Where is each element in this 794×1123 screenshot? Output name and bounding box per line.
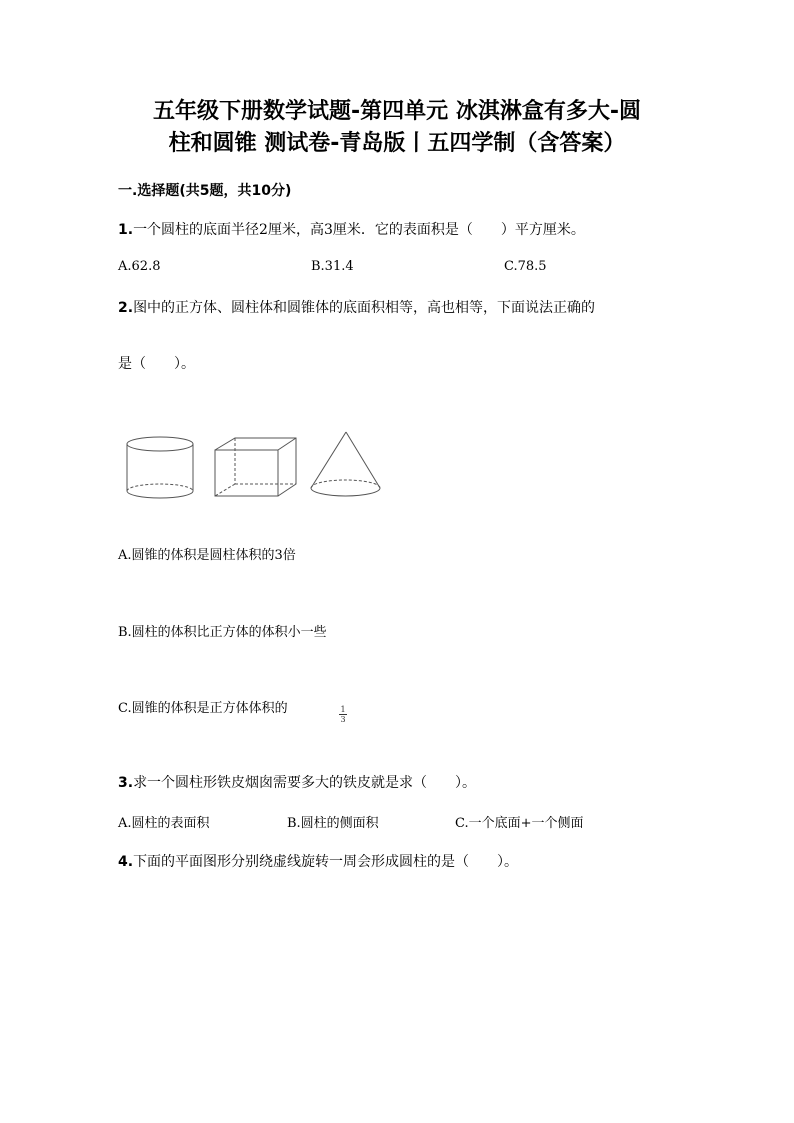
q1-option-a: A.62.8 xyxy=(118,259,161,274)
question-2 xyxy=(118,297,595,317)
question-text: 下面的平面图形分别绕虚线旋转一周会形成圆柱的是（ ）。 xyxy=(133,854,519,870)
cube-figure xyxy=(215,438,296,496)
cone-figure xyxy=(311,432,380,496)
question-1 xyxy=(118,219,585,239)
question-4 xyxy=(118,851,518,871)
q1-option-c: C.78.5 xyxy=(504,259,547,274)
q3-option-c: C.一个底面+一个侧面 xyxy=(455,816,584,831)
question-number: 3. xyxy=(118,775,134,791)
question-text-line-1: 图中的正方体、圆柱体和圆锥体的底面积相等，高也相等，下面说法正确的 xyxy=(133,300,596,316)
q1-option-b: B.31.4 xyxy=(311,259,354,274)
q2-option-a: A.圆锥的体积是圆柱体积的3倍 xyxy=(118,548,296,563)
title-line-1: 五年级下册数学试题-第四单元 冰淇淋盒有多大-圆 xyxy=(153,99,641,124)
question-2-line-2: 是（ ）。 xyxy=(118,356,195,372)
fraction-denominator: 3 xyxy=(340,715,346,724)
q3-option-b: B.圆柱的侧面积 xyxy=(287,816,379,831)
question-number: 4. xyxy=(118,854,134,870)
q2-option-c: C.圆锥的体积是正方体体积的 xyxy=(118,701,288,716)
fraction-one-third xyxy=(338,705,348,724)
section-heading: 一.选择题(共5题，共10分) xyxy=(118,183,292,199)
question-number: 2. xyxy=(118,300,134,316)
q2-option-b: B.圆柱的体积比正方体的体积小一些 xyxy=(118,625,327,640)
solids-figure xyxy=(118,428,388,504)
title-line-2: 柱和圆锥 测试卷-青岛版丨五四学制（含答案） xyxy=(168,131,626,156)
q3-option-a: A.圆柱的表面积 xyxy=(118,816,210,831)
question-number: 1. xyxy=(118,222,134,238)
cylinder-figure xyxy=(127,437,193,498)
question-3 xyxy=(118,772,476,792)
question-text: 一个圆柱的底面半径2厘米，高3厘米．它的表面积是（ ）平方厘米。 xyxy=(133,222,585,238)
document-title xyxy=(100,96,694,160)
fraction-numerator: 1 xyxy=(340,705,346,714)
question-text: 求一个圆柱形铁皮烟囱需要多大的铁皮就是求（ ）。 xyxy=(133,775,477,791)
